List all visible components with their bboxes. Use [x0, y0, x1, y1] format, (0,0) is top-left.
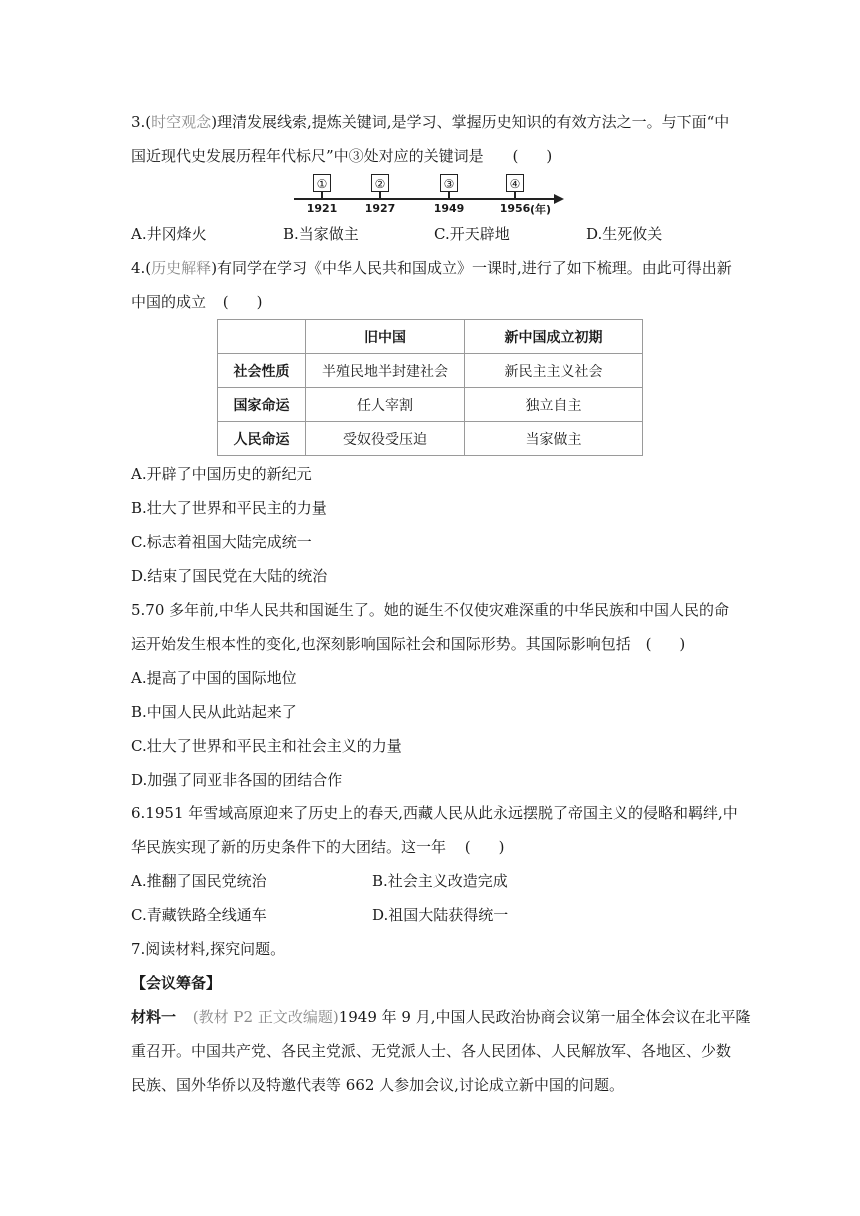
q5-option-a: A.提高了中国的国际地位 [131, 669, 297, 687]
material-source: (教材 P2 正文改编题) [192, 1008, 339, 1026]
timeline-ruler [294, 172, 574, 220]
timeline-marker-3: ③ [440, 174, 458, 192]
table-row [218, 354, 643, 388]
q6-line-2 [131, 835, 505, 859]
q3-option-a: A.井冈烽火 [131, 225, 207, 243]
q5-line-1: 5.70 多年前,中华人民共和国诞生了。她的诞生不仅使灾难深重的中华民族和中国人民的命 [131, 601, 729, 619]
timeline-year-4: 1956 [499, 202, 531, 215]
q7-section-title: 【会议筹备】 [131, 974, 222, 992]
q6-line-1: 6.1951 年雪域高原迎来了历史上的春天,西藏人民从此永远摆脱了帝国主义的侵略和羁绊,中 [131, 804, 738, 822]
table-row [218, 388, 643, 422]
q3-line-1 [131, 110, 729, 134]
q7-line-1: 7.阅读材料,探究问题。 [131, 940, 286, 958]
q5-paren-open: ( [645, 635, 652, 653]
q6-option-b: B.社会主义改造完成 [372, 872, 508, 890]
q4-line-2 [131, 290, 263, 314]
q3-line-2 [131, 144, 552, 168]
q4-text-1: )有同学在学习《中华人民共和国成立》一课时,进行了如下梳理。由此可得出新 [211, 259, 732, 277]
q4-option-a: A.开辟了中国历史的新纪元 [131, 465, 312, 483]
timeline-stem [321, 192, 323, 198]
q3-tag: 时空观念 [151, 113, 212, 131]
table-cell: 新民主主义社会 [465, 354, 643, 388]
q3-text-2: 国近现代史发展历程年代标尺”中③处对应的关键词是 [131, 147, 484, 165]
timeline-marker-1: ① [313, 174, 331, 192]
timeline-year-1: 1921 [306, 202, 338, 215]
q7-material-line-3: 民族、国外华侨以及特邀代表等 662 人参加会议,讨论成立新中国的问题。 [131, 1076, 624, 1094]
table-cell: 独立自主 [465, 388, 643, 422]
q4-line-1 [131, 256, 732, 280]
q7-material-line-1 [131, 1005, 750, 1029]
timeline-unit: (年) [530, 203, 552, 216]
q6-text-2: 华民族实现了新的历史条件下的大团结。这一年 [131, 838, 447, 856]
q7-material-line-2: 重召开。中国共产党、各民主党派、无党派人士、各人民团体、人民解放军、各地区、少数 [131, 1042, 732, 1060]
q6-paren-close: ) [498, 838, 505, 856]
table-cell: 任人宰割 [306, 388, 465, 422]
q3-paren-open: ( [512, 147, 519, 165]
q5-option-c: C.壮大了世界和平民主和社会主义的力量 [131, 737, 402, 755]
timeline-arrow-icon [554, 194, 564, 204]
q4-number: 4.( [131, 259, 152, 277]
material-text-1: 1949 年 9 月,中国人民政治协商会议第一届全体会议在北平隆 [338, 1008, 751, 1026]
table-cell: 半殖民地半封建社会 [306, 354, 465, 388]
q4-paren-open: ( [222, 293, 229, 311]
table-header-cell: 旧中国 [306, 320, 465, 354]
q4-paren-close: ) [256, 293, 263, 311]
timeline-axis [294, 198, 556, 200]
q5-paren-close: ) [679, 635, 686, 653]
timeline-stem [379, 192, 381, 198]
timeline-year-3: 1949 [433, 202, 465, 215]
timeline-stem [448, 192, 450, 198]
table-cell: 当家做主 [465, 422, 643, 456]
q5-text-2: 运开始发生根本性的变化,也深刻影响国际社会和国际形势。其国际影响包括 [131, 635, 631, 653]
q3-text-1: )理清发展线索,提炼关键词,是学习、掌握历史知识的有效方法之一。与下面“中 [211, 113, 730, 131]
timeline-year-2: 1927 [364, 202, 396, 215]
q6-option-d: D.祖国大陆获得统一 [372, 906, 509, 924]
q5-option-d: D.加强了同亚非各国的团结合作 [131, 771, 343, 789]
q5-line-2 [131, 632, 685, 656]
q4-text-2: 中国的成立 [131, 293, 207, 311]
q4-option-c: C.标志着祖国大陆完成统一 [131, 533, 312, 551]
table-row [218, 422, 643, 456]
q4-tag: 历史解释 [151, 259, 212, 277]
q3-option-d: D.生死攸关 [586, 225, 663, 243]
table-row-header: 人民命运 [218, 422, 306, 456]
material-label: 材料一 [131, 1008, 177, 1026]
q6-paren-open: ( [464, 838, 471, 856]
q3-paren-close: ) [546, 147, 553, 165]
table-header-cell [218, 320, 306, 354]
q6-option-a: A.推翻了国民党统治 [131, 872, 267, 890]
table-row-header: 国家命运 [218, 388, 306, 422]
table-row-header: 社会性质 [218, 354, 306, 388]
timeline-marker-4: ④ [506, 174, 524, 192]
timeline-stem [514, 192, 516, 198]
table-cell: 受奴役受压迫 [306, 422, 465, 456]
q3-number: 3.( [131, 113, 152, 131]
comparison-table [217, 319, 643, 456]
table-header-cell: 新中国成立初期 [465, 320, 643, 354]
q6-option-c: C.青藏铁路全线通车 [131, 906, 267, 924]
timeline-marker-2: ② [371, 174, 389, 192]
table-header-row [218, 320, 643, 354]
q4-option-d: D.结束了国民党在大陆的统治 [131, 567, 328, 585]
q5-option-b: B.中国人民从此站起来了 [131, 703, 297, 721]
q3-option-b: B.当家做主 [283, 225, 359, 243]
q3-option-c: C.开天辟地 [434, 225, 510, 243]
q4-option-b: B.壮大了世界和平民主的力量 [131, 499, 327, 517]
